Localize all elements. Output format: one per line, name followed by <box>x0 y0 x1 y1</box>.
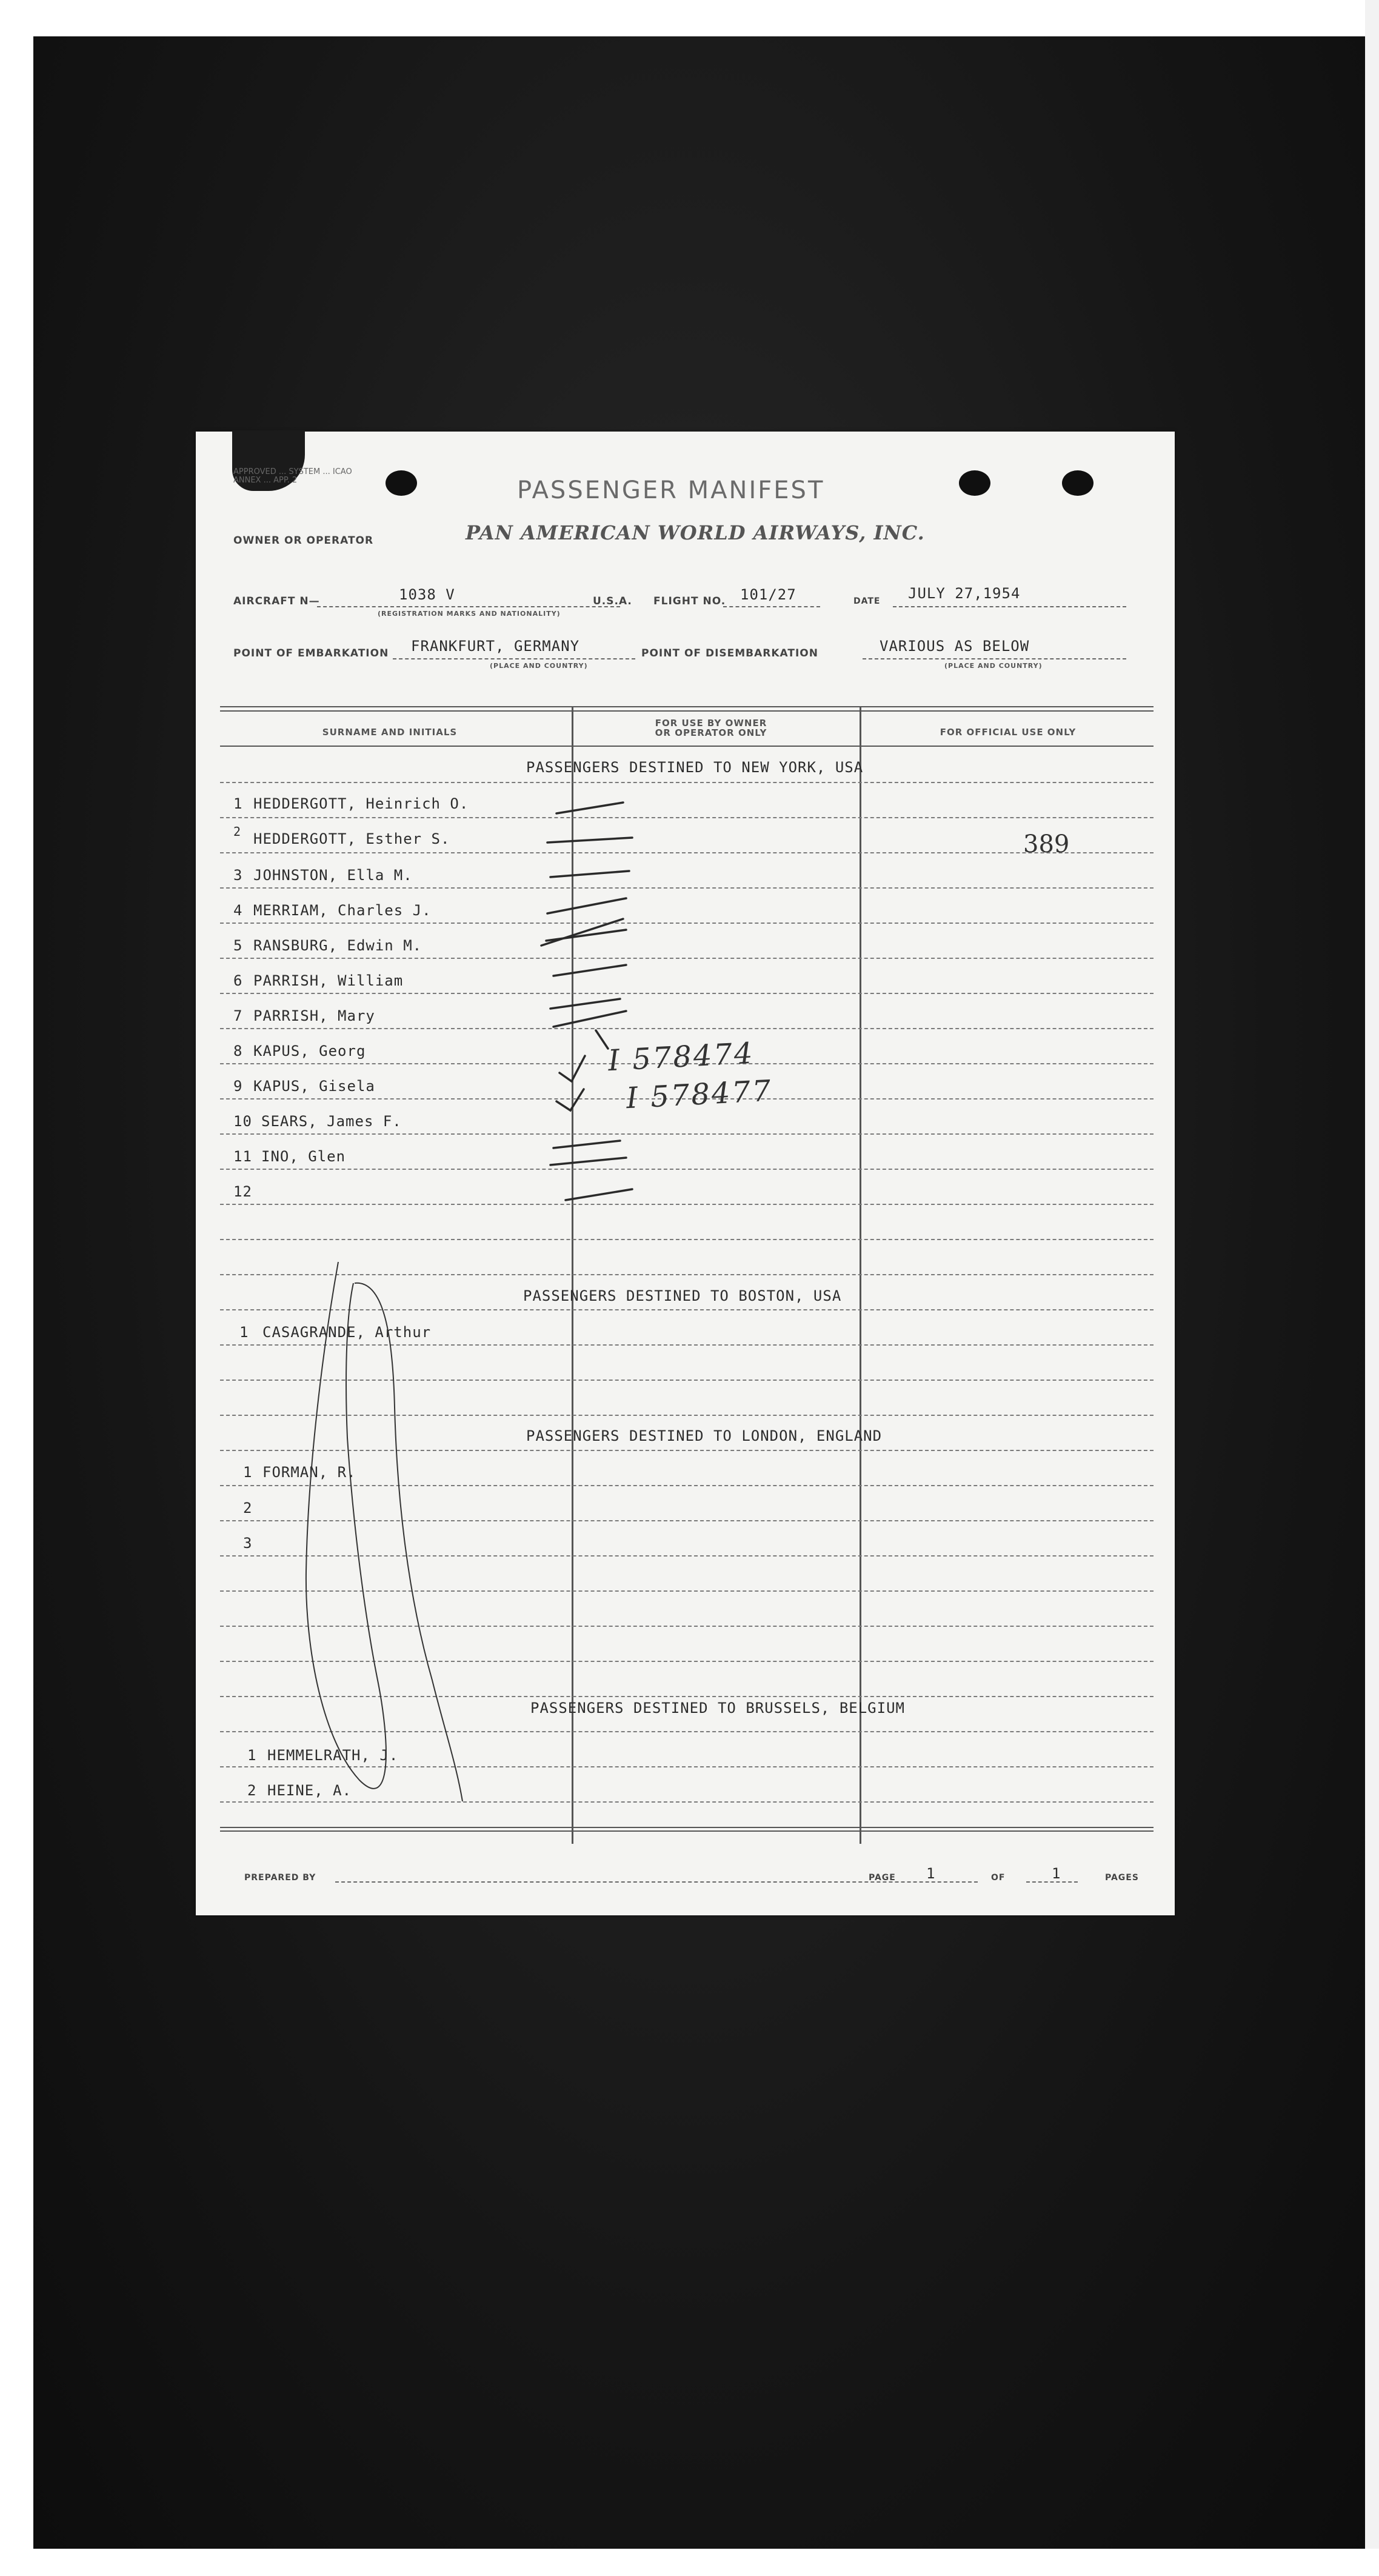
passenger-name: HEDDERGOTT, Esther S. <box>253 830 450 847</box>
table-top-rule <box>220 706 1154 707</box>
passenger-number: 1 <box>233 795 243 812</box>
scan-border-left <box>0 0 33 2576</box>
passenger-number: 8 <box>233 1043 243 1059</box>
table-bottom-rule-2 <box>220 1830 1154 1832</box>
passenger-number: 12 <box>233 1183 252 1200</box>
page-label: PAGE <box>869 1873 896 1883</box>
embarkation-label: POINT OF EMBARKATION <box>233 647 389 659</box>
check-marks <box>535 771 863 1632</box>
punch-hole-mid <box>959 470 990 496</box>
passenger-number: 6 <box>233 972 243 989</box>
passenger-name: KAPUS, Gisela <box>253 1078 375 1095</box>
passenger-name: MERRIAM, Charles J. <box>253 902 432 919</box>
pencil-loop-marks <box>287 1256 469 1814</box>
passenger-number: 4 <box>233 902 243 919</box>
group-heading-boston: PASSENGERS DESTINED TO BOSTON, USA <box>523 1287 842 1304</box>
table-header-rule <box>220 746 1154 747</box>
passenger-name: HEINE, A. <box>267 1782 352 1799</box>
flight-fill-line <box>723 606 820 607</box>
passenger-number: 2 <box>243 1500 253 1517</box>
passenger-name: FORMAN, R. <box>262 1464 356 1481</box>
passenger-number: 1 <box>247 1747 257 1764</box>
aircraft-registration: 1038 V <box>399 586 455 603</box>
page-total-fill-line <box>1026 1881 1078 1883</box>
handwritten-passport-number-1: I 578474 <box>607 1036 755 1078</box>
of-label: OF <box>991 1873 1006 1883</box>
disembarkation-caption: (PLACE AND COUNTRY) <box>944 662 1043 670</box>
punch-hole-left <box>386 470 417 496</box>
punch-hole-right <box>1062 470 1094 496</box>
embarkation-fill-line <box>393 658 635 659</box>
table-top-rule-2 <box>220 710 1154 712</box>
disembarkation-place: VARIOUS AS BELOW <box>880 638 1030 655</box>
approval-note: APPROVED ... SYSTEM ... ICAO ANNEX ... APP. 2 <box>233 467 352 485</box>
col-header-owner-line2: OR OPERATOR ONLY <box>655 727 767 738</box>
passenger-number: 11 <box>233 1148 252 1165</box>
table-bottom-rule <box>220 1827 1154 1828</box>
date-caption: DATE <box>853 596 881 606</box>
group-heading-brussels: PASSENGERS DESTINED TO BRUSSELS, BELGIUM <box>530 1700 905 1717</box>
passenger-name: JOHNSTON, Ella M. <box>253 867 413 884</box>
group-heading-new-york: PASSENGERS DESTINED TO NEW YORK, USA <box>526 759 864 776</box>
passenger-name: PARRISH, Mary <box>253 1007 375 1024</box>
col-header-surname: SURNAME AND INITIALS <box>322 727 458 738</box>
passenger-number: 5 <box>233 937 243 954</box>
passenger-number: 9 <box>233 1078 243 1095</box>
owner-label: OWNER OR OPERATOR <box>233 535 374 547</box>
scan-border-top <box>0 0 1379 36</box>
aircraft-caption: (REGISTRATION MARKS AND NATIONALITY) <box>378 610 561 618</box>
disembarkation-label: POINT OF DISEMBARKATION <box>641 647 818 659</box>
passenger-name: INO, Glen <box>261 1148 346 1165</box>
aircraft-label: AIRCRAFT N— <box>233 595 320 607</box>
passenger-number: 3 <box>243 1535 253 1552</box>
passenger-number: 2 <box>233 824 242 839</box>
official-stamp-number: 389 <box>1023 830 1070 858</box>
flight-number: 101/27 <box>740 586 796 603</box>
page-number: 1 <box>926 1865 936 1882</box>
flight-label: FLIGHT NO. <box>653 595 726 607</box>
passenger-number: 2 <box>247 1782 257 1799</box>
prepared-by-label: PREPARED BY <box>244 1873 316 1883</box>
manifest-title: PASSENGER MANIFEST <box>517 476 825 504</box>
col-header-official: FOR OFFICIAL USE ONLY <box>940 727 1077 738</box>
passenger-name: KAPUS, Georg <box>253 1043 366 1059</box>
passenger-name: SEARS, James F. <box>261 1113 402 1130</box>
passenger-number: 1 <box>239 1324 249 1341</box>
passenger-name: HEDDERGOTT, Heinrich O. <box>253 795 469 812</box>
passenger-manifest-sheet <box>196 432 1175 1915</box>
passenger-number: 7 <box>233 1007 243 1024</box>
passenger-name: PARRISH, William <box>253 972 404 989</box>
embarkation-place: FRANKFURT, GERMANY <box>411 638 580 655</box>
flight-date: JULY 27,1954 <box>908 585 1021 602</box>
passenger-number: 1 <box>243 1464 253 1481</box>
embarkation-caption: (PLACE AND COUNTRY) <box>490 662 588 670</box>
operator-name: PAN AMERICAN WORLD AIRWAYS, INC. <box>466 521 925 544</box>
passenger-name: CASAGRANDE, Arthur <box>262 1324 432 1341</box>
country-label: U.S.A. <box>593 595 632 607</box>
group-heading-london: PASSENGERS DESTINED TO LONDON, ENGLAND <box>526 1427 883 1444</box>
date-fill-line <box>893 606 1126 607</box>
handwritten-passport-number-2: I 578477 <box>625 1073 773 1116</box>
scan-border-right <box>1365 0 1379 2576</box>
aircraft-fill-line <box>317 606 620 607</box>
disembarkation-fill-line <box>863 658 1126 659</box>
passenger-number: 10 <box>233 1113 252 1130</box>
passenger-name: HEMMELRATH, J. <box>267 1747 399 1764</box>
col-header-owner-line1: FOR USE BY OWNER <box>655 718 767 729</box>
passenger-name: RANSBURG, Edwin M. <box>253 937 422 954</box>
pages-label: PAGES <box>1105 1873 1139 1883</box>
scan-border-bottom <box>0 2549 1379 2576</box>
page-total: 1 <box>1052 1865 1061 1882</box>
passenger-number: 3 <box>233 867 243 884</box>
